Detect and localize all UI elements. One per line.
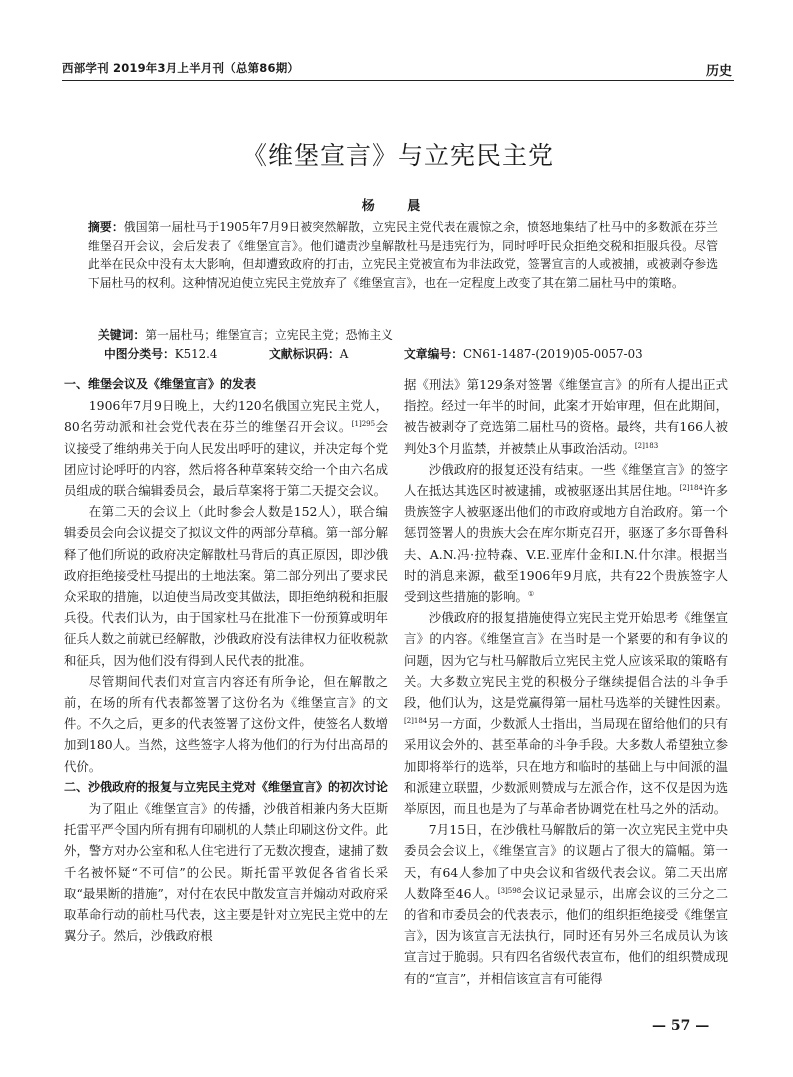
article-author: 杨 晨 [361,199,435,214]
clc-label: 中图分类号： [104,347,175,361]
section-label: 历史 [705,64,732,79]
footnote-marker: ① [527,589,535,598]
section-heading: 二、沙俄政府的报复与立宪民主党对《维堡宣言》的初次讨论 [64,779,389,794]
doc-code-value: A [339,347,349,361]
paragraph: 在第二天的会议上（此时参会人数是152人），联合编辑委员会向会议提交了拟议文件的两部分草稿。第一部分解释了他们所说的政府决定解散杜马背后的真正原因，即沙俄政府拒绝接受杜马提出的土地法案。第二部分列出了要求民众采取的措施，以迫使当局改变其做法，即拒绝纳税和拒服兵役。代表们认为，由于国家杜马在批准下一份预算或明年征兵人数之前就已经解散，沙俄政府没有法律权力征收税款和征兵，因为他们没有得到人民代表的批准。 [64,504,388,668]
article-number [404,345,643,362]
article-no-value: CN61-1487-(2019)05-0057-03 [463,347,643,361]
page-header [62,58,732,80]
header-rule [62,80,734,81]
paragraph: 7月15日，在沙俄杜马解散后的第一次立宪民主党中央委员会会议上，《维堡宣言》的议题占了很大的篇幅。第一天，有64人参加了中央会议和省级代表会议。第二天出席人数降至46人。$^{[3]598}$会议记录显示，出席会议的三分之二的省和市委员会的代表表示，他们的组织拒绝接受《维堡宣言》，因为该宣言无法执行，同时还有另外三名成员认为该宣言过于脆弱。只有四名省级代表宣布，他们的组织赞成现有的“宣言”，并相信该宣言有可能得 [404,822,728,986]
paragraph: 为了阻止《维堡宣言》的传播，沙俄首相兼内务大臣斯托雷平严令国内所有拥有印刷机的人禁止印刷这份文件。此外，警方对办公室和私人住宅进行了无数次搜查，逮捕了数千名被怀疑“不可信”的公民。斯托雷平敦促各省省长采取“最果断的措施”，对付在农民中散发宣言并煽动对政府采取革命行动的前杜马代表，这主要是针对立宪民主党中的左翼分子。然后，沙俄政府根 [64,801,388,944]
citation: [3]598 [497,886,522,895]
article-title: 《维堡宣言》与立宪民主党 [241,141,554,170]
article-no-label: 文章编号： [404,347,463,361]
citation: [2]183 [634,441,659,450]
paragraph: 据《刑法》第129条对签署《维堡宣言》的所有人提出正式指控。经过一年半的时间，此案才开始审理，但在此期间，被告被剥夺了竞选第二届杜马的资格。最终，共有166人被判处3个月监禁，并被禁止从事政治活动。$^{[2]183}$ [404,377,728,456]
journal-name: 西部学刊 2019年3月上半月刊（总第86期） [62,61,300,75]
citation: [2]184 [404,717,428,726]
section-heading: 一、维堡会议及《维堡宣言》的发表 [64,377,257,391]
left-column [64,374,388,946]
page-number: — 57 — [652,1018,710,1034]
citation: [1]295 [351,420,376,429]
document-code [269,345,348,362]
abstract-label: 摘要： [88,220,124,234]
citation: [2]184 [679,483,703,492]
clc-number [104,345,217,362]
keywords-label: 关键词： [98,328,146,342]
paragraph: 尽管期间代表们对宣言内容还有所争论，但在解散之前，在场的所有代表都签署了这份名为《维堡宣言》的文件。不久之后，更多的代表签署了这份文件，使签名人数增加到180人。当然，这些签字人将为他们的行为付出高昂的代价。 [64,673,388,774]
right-column [404,374,728,989]
keywords [98,326,393,343]
doc-code-label: 文献标识码： [269,347,340,361]
clc-value: K512.4 [174,347,218,361]
abstract [88,218,718,292]
paragraph: 1906年7月9日晚上，大约120名俄国立宪民主党人，80名劳动派和社会党代表在芬兰的维堡召开会议。$^{[1]295}$会议接受了维纳弗关于向人民发出呼吁的建议，并决定每个党团应讨论呼吁的内容，然后将各种草案转交给一个由六名成员组成的联合编辑委员会，最后草案将于第二天提交会议。 [64,398,388,499]
abstract-text: 俄国第一届杜马于1905年7月9日被突然解散，立宪民主党代表在震惊之余，愤怒地集结了杜马中的多数派在芬兰维堡召开会议，会后发表了《维堡宣言》。他们谴责沙皇解散杜马是违宪行为，同时呼吁民众拒绝交税和拒服兵役。尽管此举在民众中没有太大影响，但却遭致政府的打击，立宪民主党被宣布为非法政党，签署宣言的人或被捕，或被剥夺参选下届杜马的权利。这种情况迫使立宪民主党放弃了《维堡宣言》，也在一定程度上改变了其在第二届杜马中的策略。 [88,220,718,290]
keywords-text: 第一届杜马；维堡宣言；立宪民主党；恐怖主义 [145,328,393,342]
paragraph: 沙俄政府的报复还没有结束。一些《维堡宣言》的签字人在抵达其选区时被逮捕，或被驱逐出其居住地。$^{[2]184}$许多贵族签字人被驱逐出他们的市政府或地方自治政府。第一个惩罚签署人的贵族大会在库尔斯克召开，驱逐了多尔哥鲁科夫、A.N.冯·拉特森、V.E.亚库什金和I.N.什尔津。根据当时的消息来源，截至1906年9月底，共有22个贵族签字人受到这些措施的影响。① [404,461,729,605]
paragraph: 沙俄政府的报复措施使得立宪民主党开始思考《维堡宣言》的内容。《维堡宣言》在当时是一个紧要的和有争议的问题，因为它与杜马解散后立宪民主党人应该采取的策略有关。大多数立宪民主党的积极分子继续提倡合法的斗争手段，他们认为，这是党赢得第一届杜马选举的关键性因素。$^{[2]184}$另一方面，少数派人士指出，当局现在留给他们的只有采用议会外的、甚至革命的斗争手段。大多数人希望独立参加即将举行的选举，只在地方和临时的基础上与中间派的温和派建立联盟，少数派则赞成与左派合作，这不仅是因为选举原因，而且也是为了与革命者协调党在杜马之外的活动。 [404,610,728,817]
